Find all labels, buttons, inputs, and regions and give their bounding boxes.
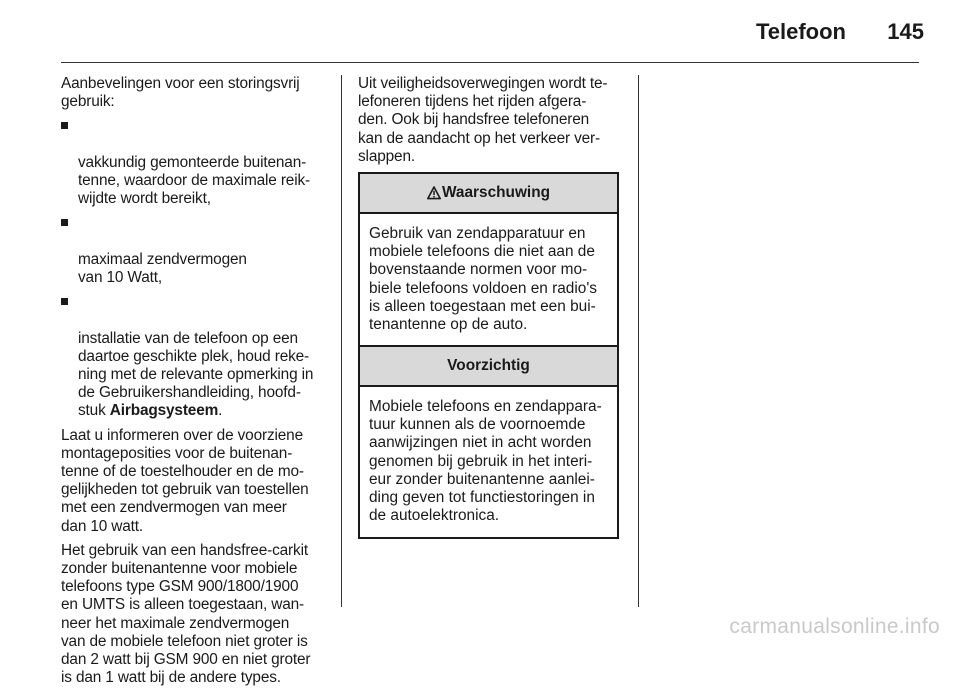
list-item	[61, 214, 333, 287]
column-divider-right	[638, 75, 639, 607]
square-bullet-icon	[61, 298, 68, 305]
watermark: carmanualsonline.info	[729, 615, 940, 638]
caution-box	[358, 345, 619, 539]
warning-header	[360, 174, 617, 214]
list-item-text: installatie van de telefoon op een daartoe geschikte plek, houd reke- ning met de relevante opmerking in de Gebruikershandleiding, hoofd- stuk	[78, 329, 314, 420]
left-column	[61, 75, 333, 694]
list-item	[61, 293, 333, 420]
airbag-system-reference: Airbagsysteem	[109, 402, 219, 420]
list-item-end: .	[218, 402, 223, 420]
right-column	[358, 75, 626, 172]
handsfree-paragraph: Het gebruik van een handsfree-carkit zonder buitenantenne voor mobiele telefoons type GSM 900/1800/1900 en UMTS is alleen toegestaan, wan- neer het maximale zendvermogen van de mobiele telefoon niet groter is dan 2 watt bij GSM 900 en niet groter is dan 1 watt bij de andere types.	[61, 541, 311, 687]
list-item-text: maximaal zendvermogen van 10 Watt,	[78, 250, 247, 287]
warning-title: Waarschuwing	[441, 184, 551, 201]
list-item-text: vakkundig gemonteerde buitenan- tenne, waardoor de maximale reik- wijdte wordt bereikt,	[78, 153, 311, 208]
list-item	[61, 117, 333, 208]
page-number: 145	[887, 19, 924, 44]
warning-box	[358, 172, 619, 348]
warning-text: Gebruik van zendapparatuur en mobiele telefoons die niet aan de bovenstaande normen voor mo- biele telefoons voldoen en radio's is alleen toegestaan met een bui- tenantenne op de auto.	[369, 225, 597, 334]
intro-text: Aanbevelingen voor een storingsvrij gebruik:	[61, 75, 300, 111]
caution-title: Voorzichtig	[447, 357, 530, 374]
safety-paragraph: Uit veiligheidsoverwegingen wordt te- lefoneren tijdens het rijden afgera- den. Ook bij handsfree telefoneren kan de aandacht op het verkeer ver- slappen.	[358, 75, 608, 165]
column-divider-left	[341, 75, 342, 607]
recommendation-list	[61, 117, 333, 420]
square-bullet-icon	[61, 122, 68, 129]
mounting-paragraph: Laat u informeren over de voorziene montageposities voor de buitenan- tenne of de toestelhouder en de mo- gelijkheden tot gebruik van toestellen met een zendvermogen van meer dan 10 watt.	[61, 426, 309, 535]
caution-text: Mobiele telefoons en zendappara- tuur kunnen als de voornoemde aanwijzingen niet in acht worden genomen bij gebruik in het interi- eur zonder buitenantenne aanlei- ding geven tot functiestoringen in de autoelektronica.	[369, 398, 602, 525]
warning-triangle-icon	[427, 186, 441, 200]
header-divider	[61, 62, 919, 63]
caution-header	[360, 347, 617, 387]
square-bullet-icon	[61, 219, 68, 226]
section-title: Telefoon	[755, 19, 846, 44]
